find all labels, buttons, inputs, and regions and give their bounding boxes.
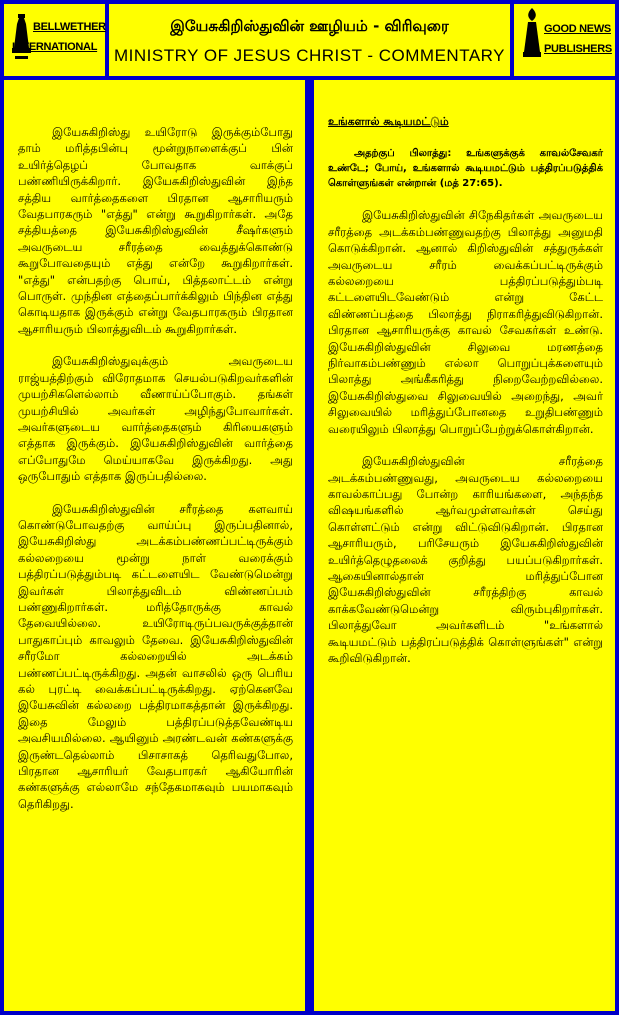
left-column <box>4 80 305 1011</box>
page-title-english: MINISTRY OF JESUS CHRIST - COMMENTARY <box>114 46 505 65</box>
left-column-body <box>18 124 293 828</box>
bellwether-logo <box>4 4 105 76</box>
good-news-logo <box>514 4 615 76</box>
good-news-logo-line1: GOOD NEWS <box>544 23 611 35</box>
right-column <box>314 80 615 1011</box>
right-paragraph-1: இயேசுகிறிஸ்துவின் சிநேகிதர்கள் அவருடைய சரீரத்தை அடக்கம்பண்ணுவதற்கு பிலாத்து அனுமதி கொடுக்கிறான். ஆனால் கிறிஸ்துவின் சத்துருக்கள் அவருடைய சரீரம் வைக்கப்பட்டிருக்கும் கல்லறையை பத்திரப்படுத்தும்படி கட்டளையிடவேண்டும் என்று கேட்ட விண்ணப்பத்தை பிலாத்து நிராகரித்துவிடுகிறான். பிரதான ஆசாரியருக்கு காவல் சேவகர்கள் உண்டு. இயேசுகிறிஸ்துவின் சிலுவை மரணத்தை நிர்வாகம்பண்ணும் எல்லா பொறுப்புக்களையும் பிலாத்து அங்கீகரித்து நிறைவேற்றவில்லை. இயேசுகிறிஸ்துவை சிலுவையில் அறைந்து, அவர் சிலுவையில் மரித்துப்போனதை உறுதிபண்ணும் வரையிலும் பிலாத்து பொறுப்பேற்றுக்கொள்கிறான். <box>328 208 603 436</box>
bellwether-logo-line1: BELLWETHER <box>33 21 106 33</box>
scripture-verse: அதற்குப் பிலாத்து: உங்களுக்குக் காவல்சேவகர் உண்டே; போய், உங்களால் கூடியமட்டும் பத்திரப்படுத்திக் கொள்ளுங்கள் என்றான் (மத் 27:65). <box>328 148 603 190</box>
right-paragraph-2: இயேசுகிறிஸ்துவின் சரீரத்தை அடக்கம்பண்ணுவது, அவருடைய கல்லறையை காவல்காப்பது போன்ற காரியங்களை, அந்தந்த விஷயங்களில் ஆர்வமுள்ளவர்கள் செய்து கொள்ளட்டும் என்று விட்டுவிடுகிறான். பிரதான ஆசாரியரும், பரிசேயரும் இயேசுகிறிஸ்துவின் உயிர்த்தெழுதலைக் குறித்து பயப்படுகிறார்கள். ஆகையினால்தான் மரித்துப்போன இயேசுகிறிஸ்துவின் சரீரத்திற்கு காவல் காக்கவேண்டுமென்று விரும்புகிறார்கள். பிலாத்துவோ அவர்களிடம் "உங்களால் கூடியமட்டும் பத்திரப்படுத்திக் கொள்ளுங்கள்" என்று கூறிவிடுகிறான். <box>328 454 603 665</box>
title-banner <box>109 4 510 76</box>
left-paragraph-3: இயேசுகிறிஸ்துவின் சரீரத்தை களவாய் கொண்டுபோவதற்கு வாய்ப்பு இருப்பதினால், இயேசுகிறிஸ்து அடக்கம்பண்ணப்பட்டிருக்கும் கல்லறையை மூன்று நாள் வரைக்கும் பத்திரப்படுத்தும்படி கட்டளையிட வேண்டுமென்று இவர்கள் பிலாத்துவிடம் விண்ணப்பம் பண்ணுகிறார்கள். மரித்தோருக்கு காவல் தேவையில்லை. உயிரோடிருப்பவருக்குத்தான் பாதுகாப்பும் காவலும் தேவை. இயேசுகிறிஸ்துவின் சரீரமோ கல்லறையில் அடக்கம் பண்ணப்பட்டிருக்கிறது. அதன் வாசலில் ஒரு பெரிய கல் புரட்டி வைக்கப்பட்டிருக்கிறது. ஏற்கெனவே இயேசுவின் கல்லறை பத்திரமாகத்தான் இருக்கிறது. இதை மேலும் பத்திரப்படுத்தவேண்டிய அவசியமில்லை. ஆயினும் அரண்டவன் கண்களுக்கு இருண்டதெல்லாம் பிசாசாகத் தெரிவதுபோல, பிரதான ஆசாரியர் வேதபாரகர் ஆகியோரின் கண்களுக்கு எல்லாமே சந்தேகமாகவும் பயமாகவும் தெரிகிறது. <box>18 501 293 811</box>
good-news-torch-icon <box>514 4 615 76</box>
right-column-body <box>328 114 603 682</box>
section-heading: உங்களால் கூடியமட்டும் <box>328 115 449 128</box>
left-paragraph-1: இயேசுகிறிஸ்து உயிரோடு இருக்கும்போது தாம் மரித்தபின்பு மூன்றுநாளைக்குப் பின் உயிர்த்தெழப் போவதாக வாக்குப் பண்ணியிருக்கிறார். இயேசுகிறிஸ்துவின் இந்த சத்திய வார்த்தைகளை பிரதான ஆசாரியரும் வேதபாரகரும் "எத்து" என்று கூறுகிறார்கள். அதே சத்தியத்தை இயேசுகிறிஸ்துவின் சீஷர்களும் அவருடைய சரீரத்தை வைத்துக்கொண்டு கூறுபோவதையும் எத்து என்றே கூறுகிறார்கள். "எத்து" என்பதற்கு பொய், பித்தலாட்டம் என்று பொருள். முந்தின எத்தைப்பார்க்கிலும் பிந்தின எத்து கொடியதாக இருக்கும் என்று வேதபாரகரும் பிரதான ஆசாரியரும் பிலாத்துவிடம் கூறுகிறார்கள். <box>18 125 293 336</box>
page-title-tamil: இயேசுகிறிஸ்துவின் ஊழியம் - விரிவுரை <box>170 17 449 35</box>
left-paragraph-2: இயேசுகிறிஸ்துவுக்கும் அவருடைய ராஜ்யத்திற்கும் விரோதமாக செயல்படுகிறவர்களின் முயற்சிகளெல்லாம் வீணாய்ப்போகும். தங்கள் முயற்சியில் அவர்கள் அழிந்துபோவார்கள். அவர்களுடைய வார்த்தைகளும் கிரியைகளும் எத்தாக இருக்கும். இயேசுகிறிஸ்துவின் வார்த்தை எப்போதுமே மெய்யாகவே இருக்கிறது. அது ஒருபோதும் எத்தாக இருப்பதில்லை. <box>18 354 293 484</box>
bellwether-logo-line2: INTERNATIONAL <box>12 41 98 53</box>
good-news-logo-line2: PUBLISHERS <box>544 43 612 55</box>
